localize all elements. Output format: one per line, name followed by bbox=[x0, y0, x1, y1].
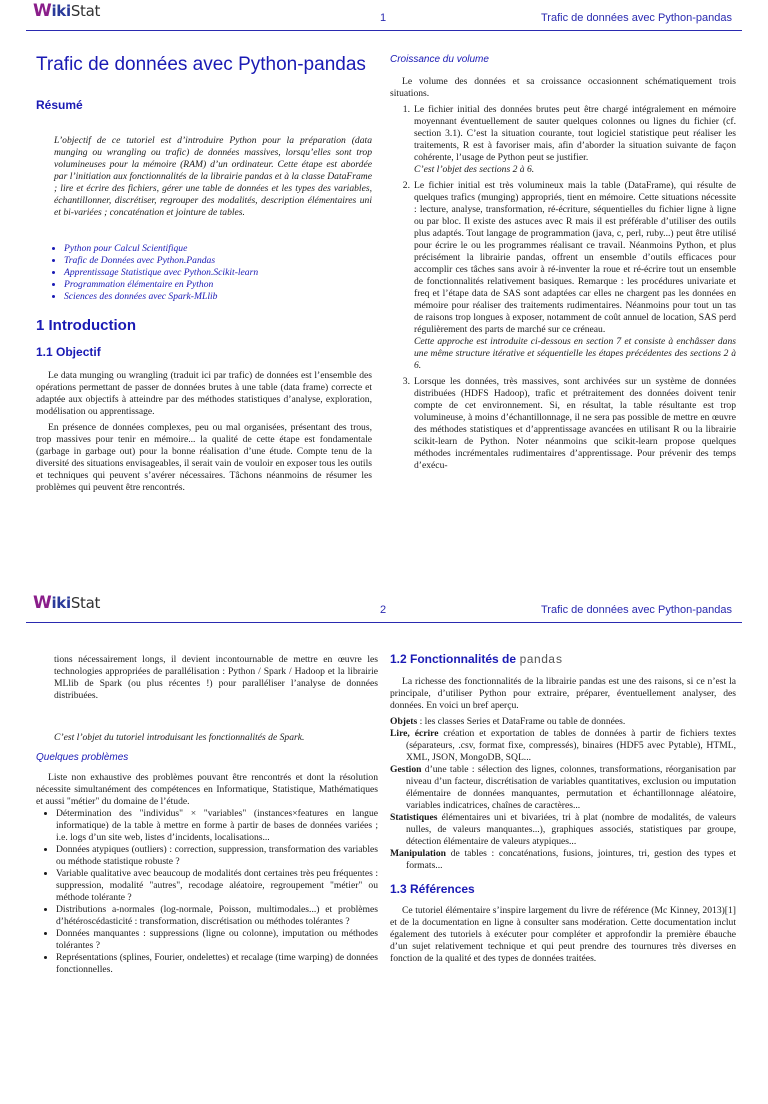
resume-heading: Résumé bbox=[36, 98, 83, 112]
subheading-problemes: Quelques problèmes bbox=[36, 752, 129, 763]
abstract: L’objectif de ce tutoriel est d’introduire Python pour la préparation (data munging ou wrangling ou trafic) de données massives, lorsqu’elles sont trop volumineuses pour la mémoire (RAM) d’un ordinateur. Cette étape est abordée par l’initiation aux fonctionnalités de la librairie pandas et à la classe DataFrame ; lire et écrire des fichiers, gérer une table de données et les types des variables, échantillonner, discrétiser, regrouper des modalités, description élémentaires uni et bi-variées ; concaténation et jointure de tables. bbox=[54, 135, 372, 218]
right-column bbox=[390, 54, 736, 512]
page-header bbox=[0, 592, 768, 626]
list-item: • Détermination des "individus" × "variables" (instances×features en langue informatique) de la table à mettre en forme à partir de bases de données variées ; i.e. logs d’un site web, listes d’incidents, localisations... bbox=[56, 808, 378, 844]
feature-item: Objets : les classes Series et DataFrame ou table de données. bbox=[390, 716, 626, 727]
list-item: 3. Lorsque les données, très massives, sont archivées sur un système de données distribuées (HDFS Hadoop), trafic et prétraitement des données doivent tenir compte de cet environnement. Si, en résultat, la table résultante est trop volumineuse, à moins d’échantillonnage, il ne sera pas possible de mettre en œuvre des méthodes statistiques et d’apprentissage avancées en utilisant R ou la librairie scikit-learn de Python. Noter néanmoins que scikit-learn propose quelques méthodes incrémentales rudimentaires d’apprentissage. Pour prévenir des temps d’exécu- bbox=[402, 376, 736, 471]
running-title: Trafic de données avec Python-pandas bbox=[541, 604, 732, 616]
paragraph: Le volume des données et sa croissance occasionnent schématiquement trois situations. bbox=[390, 76, 736, 99]
paragraph: Liste non exhaustive des problèmes pouvant être rencontrés et dont la résolution nécessite simultanément des compétences en Informatique, Statistique, Mathématiques et aussi "métier" du domaine de l’étude. bbox=[36, 772, 378, 807]
page-2 bbox=[0, 592, 768, 1104]
numbered-list bbox=[390, 104, 736, 472]
feature-item: Lire, écrire création et exportation de tables de données à partir de fichiers textes (séparateurs, .csv, format fixe, compressés), binaires (HDF5 avec Pytable), HTML, XML, JSON, MongoDB, SQL... bbox=[390, 728, 736, 763]
list-item: 2. Le fichier initial est très volumineux mais la table (DataFrame), qui résulte de quelques trafics (munging) appropriés, tient en mémoire. Cette situations nécessite : lecture, analyse, transformation, ré-écriture, séquentielles du fichier ligne à ligne ou par bloc. Il existe des astuces avec R mais il est préférable d’utiliser des outils plus adaptés. Tout langage de programmation (java, c, perl, ruby...) peut être utilisé pour écrire le ou les programmes réalisant ce travail. Néanmoins Python, et plus précisément la librairie pandas, offrent un ensemble d’outils efficaces pour accomplir ces tâches sans avoir à ré-inventer la roue et ré-écrire tout un ensemble de fonctionnalités relativement basiques. Remarque : les procédures univariate et freq et l’étape data de SAS sont adaptées car elles ne chargent pas les données en mémoire pour réaliser des traitements rudimentaires. Néanmoins pour tout un tas de raisons trop longues à exposer, notamment de coût annuel de location, SAS perd régulièrement des parts de marché sur ce créneau. Cette approche est introduite ci-dessous en section 7 et consiste à enchâsser dans une même structure itérative et séquentielle les étapes précédentes des sections 2 à 6. bbox=[402, 180, 736, 371]
subheading-croissance: Croissance du volume bbox=[390, 54, 489, 65]
subsection-heading-objectif: 1.1 Objectif bbox=[36, 345, 101, 359]
list-item: • Données manquantes : suppressions (ligne ou colonne), imputation ou méthodes tolérantes ? bbox=[56, 928, 378, 952]
note: C’est l’objet du tutoriel introduisant les fonctionnalités de Spark. bbox=[54, 732, 305, 743]
header-rule bbox=[26, 30, 742, 31]
subsection-heading-fonctionnalites: 1.2 Fonctionnalités de pandas bbox=[390, 652, 563, 667]
list-item: • Distributions a-normales (log-normale, Poisson, multimodales...) et problèmes d’hétéroscédasticité : transformation, discrétisation ou méthodes tolérantes ? bbox=[56, 904, 378, 928]
paragraph: Le data munging ou wrangling (traduit ici par trafic) de données est l’ensemble des opérations permettant de passer de données brutes à une table (data frame) correcte et adaptée aux objectifs à atteindre par des méthodes statistiques d’analyse, exploration, modélisation ou apprentissage. bbox=[36, 370, 372, 417]
page-gap bbox=[0, 512, 768, 592]
paragraph: tions nécessairement longs, il devient incontournable de mettre en œuvre les technologies appropriées de parallélisation : Python / Spark / Hadoop et la librairie MLlib de Spark (ou plus récentes !) pour paralléliser l’analyse de données distribuées. bbox=[54, 654, 378, 701]
list-item: • Variable qualitative avec beaucoup de modalités dont certaines très peu fréquentes : suppression, modalité "autres", recodage aléatoire, regroupement "métier" ou méthode tolérante ? bbox=[56, 868, 378, 904]
page-number: 1 bbox=[380, 12, 387, 24]
link-item[interactable]: • Trafic de Données avec Python.Pandas bbox=[64, 255, 372, 267]
subsection-heading-references: 1.3 Références bbox=[390, 882, 475, 896]
paragraph: La richesse des fonctionnalités de la librairie pandas est une des raisons, si ce n’est la principale, d’utiliser Python pour extraire, préparer, éventuellement analyser, des données. En voici un bref aperçu. bbox=[390, 676, 736, 711]
feature-item: Manipulation de tables : concaténations, fusions, jointures, tri, gestion des types et formats... bbox=[390, 848, 736, 871]
list-item: 1. Le fichier initial des données brutes peut être chargé intégralement en mémoire moyennant éventuellement de sauter quelques colonnes ou lignes du fichier (cf. section 3.1). C’est la situation courante, tout logiciel statistique peut réaliser les traitements, R est à favoriser mais, afin d’aborder la situation suivante de façon cohérente, l’usage de Python peut se justifier. C’est l’objet des sections 2 à 6. bbox=[402, 104, 736, 175]
page-header bbox=[0, 0, 768, 34]
list-item: • Représentations (splines, Fourier, ondelettes) et recalage (time warping) de données fonctionnelles. bbox=[56, 952, 378, 976]
link-item[interactable]: • Programmation élémentaire en Python bbox=[64, 279, 372, 291]
link-item[interactable]: • Python pour Calcul Scientifique bbox=[64, 243, 372, 255]
right-column bbox=[390, 652, 736, 1104]
running-title: Trafic de données avec Python-pandas bbox=[541, 12, 732, 24]
feature-list bbox=[390, 716, 736, 872]
wikistat-logo: WikiStat bbox=[33, 1, 101, 21]
resource-links bbox=[36, 243, 372, 303]
wikistat-logo: WikiStat bbox=[33, 593, 101, 613]
problem-list bbox=[36, 808, 378, 976]
paragraph: En présence de données complexes, peu ou mal organisées, présentant des trous, trop massives pour tenir en mémoire... la qualité de cette étape est fondamentale (garbage in garbage out) pour la bonne réalisation d’une étude. Compte tenu de la diversité des situations envisageables, il serait vain de vouloir en exposer tous les outils et techniques qui peuvent s’avérer nécessaires. Tâchons néanmoins de résumer les problèmes qui peuvent être rencontrés. bbox=[36, 422, 372, 493]
feature-item: Statistiques élémentaires uni et bivariées, tri à plat (nombre de modalités, de valeurs nulles, de valeurs manquantes...), graphiques associés, statistiques par groupe, détection élémentaire de valeurs atypiques... bbox=[390, 812, 736, 847]
list-item: • Données atypiques (outliers) : correction, suppression, transformation des variables ou méthode statistique robuste ? bbox=[56, 844, 378, 868]
feature-item: Gestion d’une table : sélection des lignes, colonnes, transformations, réorganisation par niveau d’un facteur, discrétisation de variables quantitatives, exclusion ou imputation élémentaire de données manquantes, permutation et échantillonnage aléatoire, variables indicatrices, chaînes de caractères... bbox=[390, 764, 736, 811]
link-item[interactable]: • Apprentissage Statistique avec Python.Scikit-learn bbox=[64, 267, 372, 279]
link-item[interactable]: • Sciences des données avec Spark-MLlib bbox=[64, 291, 372, 303]
left-column bbox=[36, 54, 372, 512]
section-heading-introduction: 1 Introduction bbox=[36, 317, 136, 334]
paragraph: Ce tutoriel élémentaire s’inspire largement du livre de référence (Mc Kinney, 2013)[1] et de la documentation en ligne à consulter sans modération. Cette documentation inclut également des tutoriels à exécuter pour compléter et approfondir la première ébauche d’un sujet relativement technique et qui peut prendre des tournures très diverses en fonction de la qualité et des types de données traitées. bbox=[390, 905, 736, 964]
left-column bbox=[36, 654, 378, 1104]
document-title: Trafic de données avec Python-pandas bbox=[36, 54, 366, 75]
header-rule bbox=[26, 622, 742, 623]
page-number: 2 bbox=[380, 604, 387, 616]
page-1 bbox=[0, 0, 768, 512]
